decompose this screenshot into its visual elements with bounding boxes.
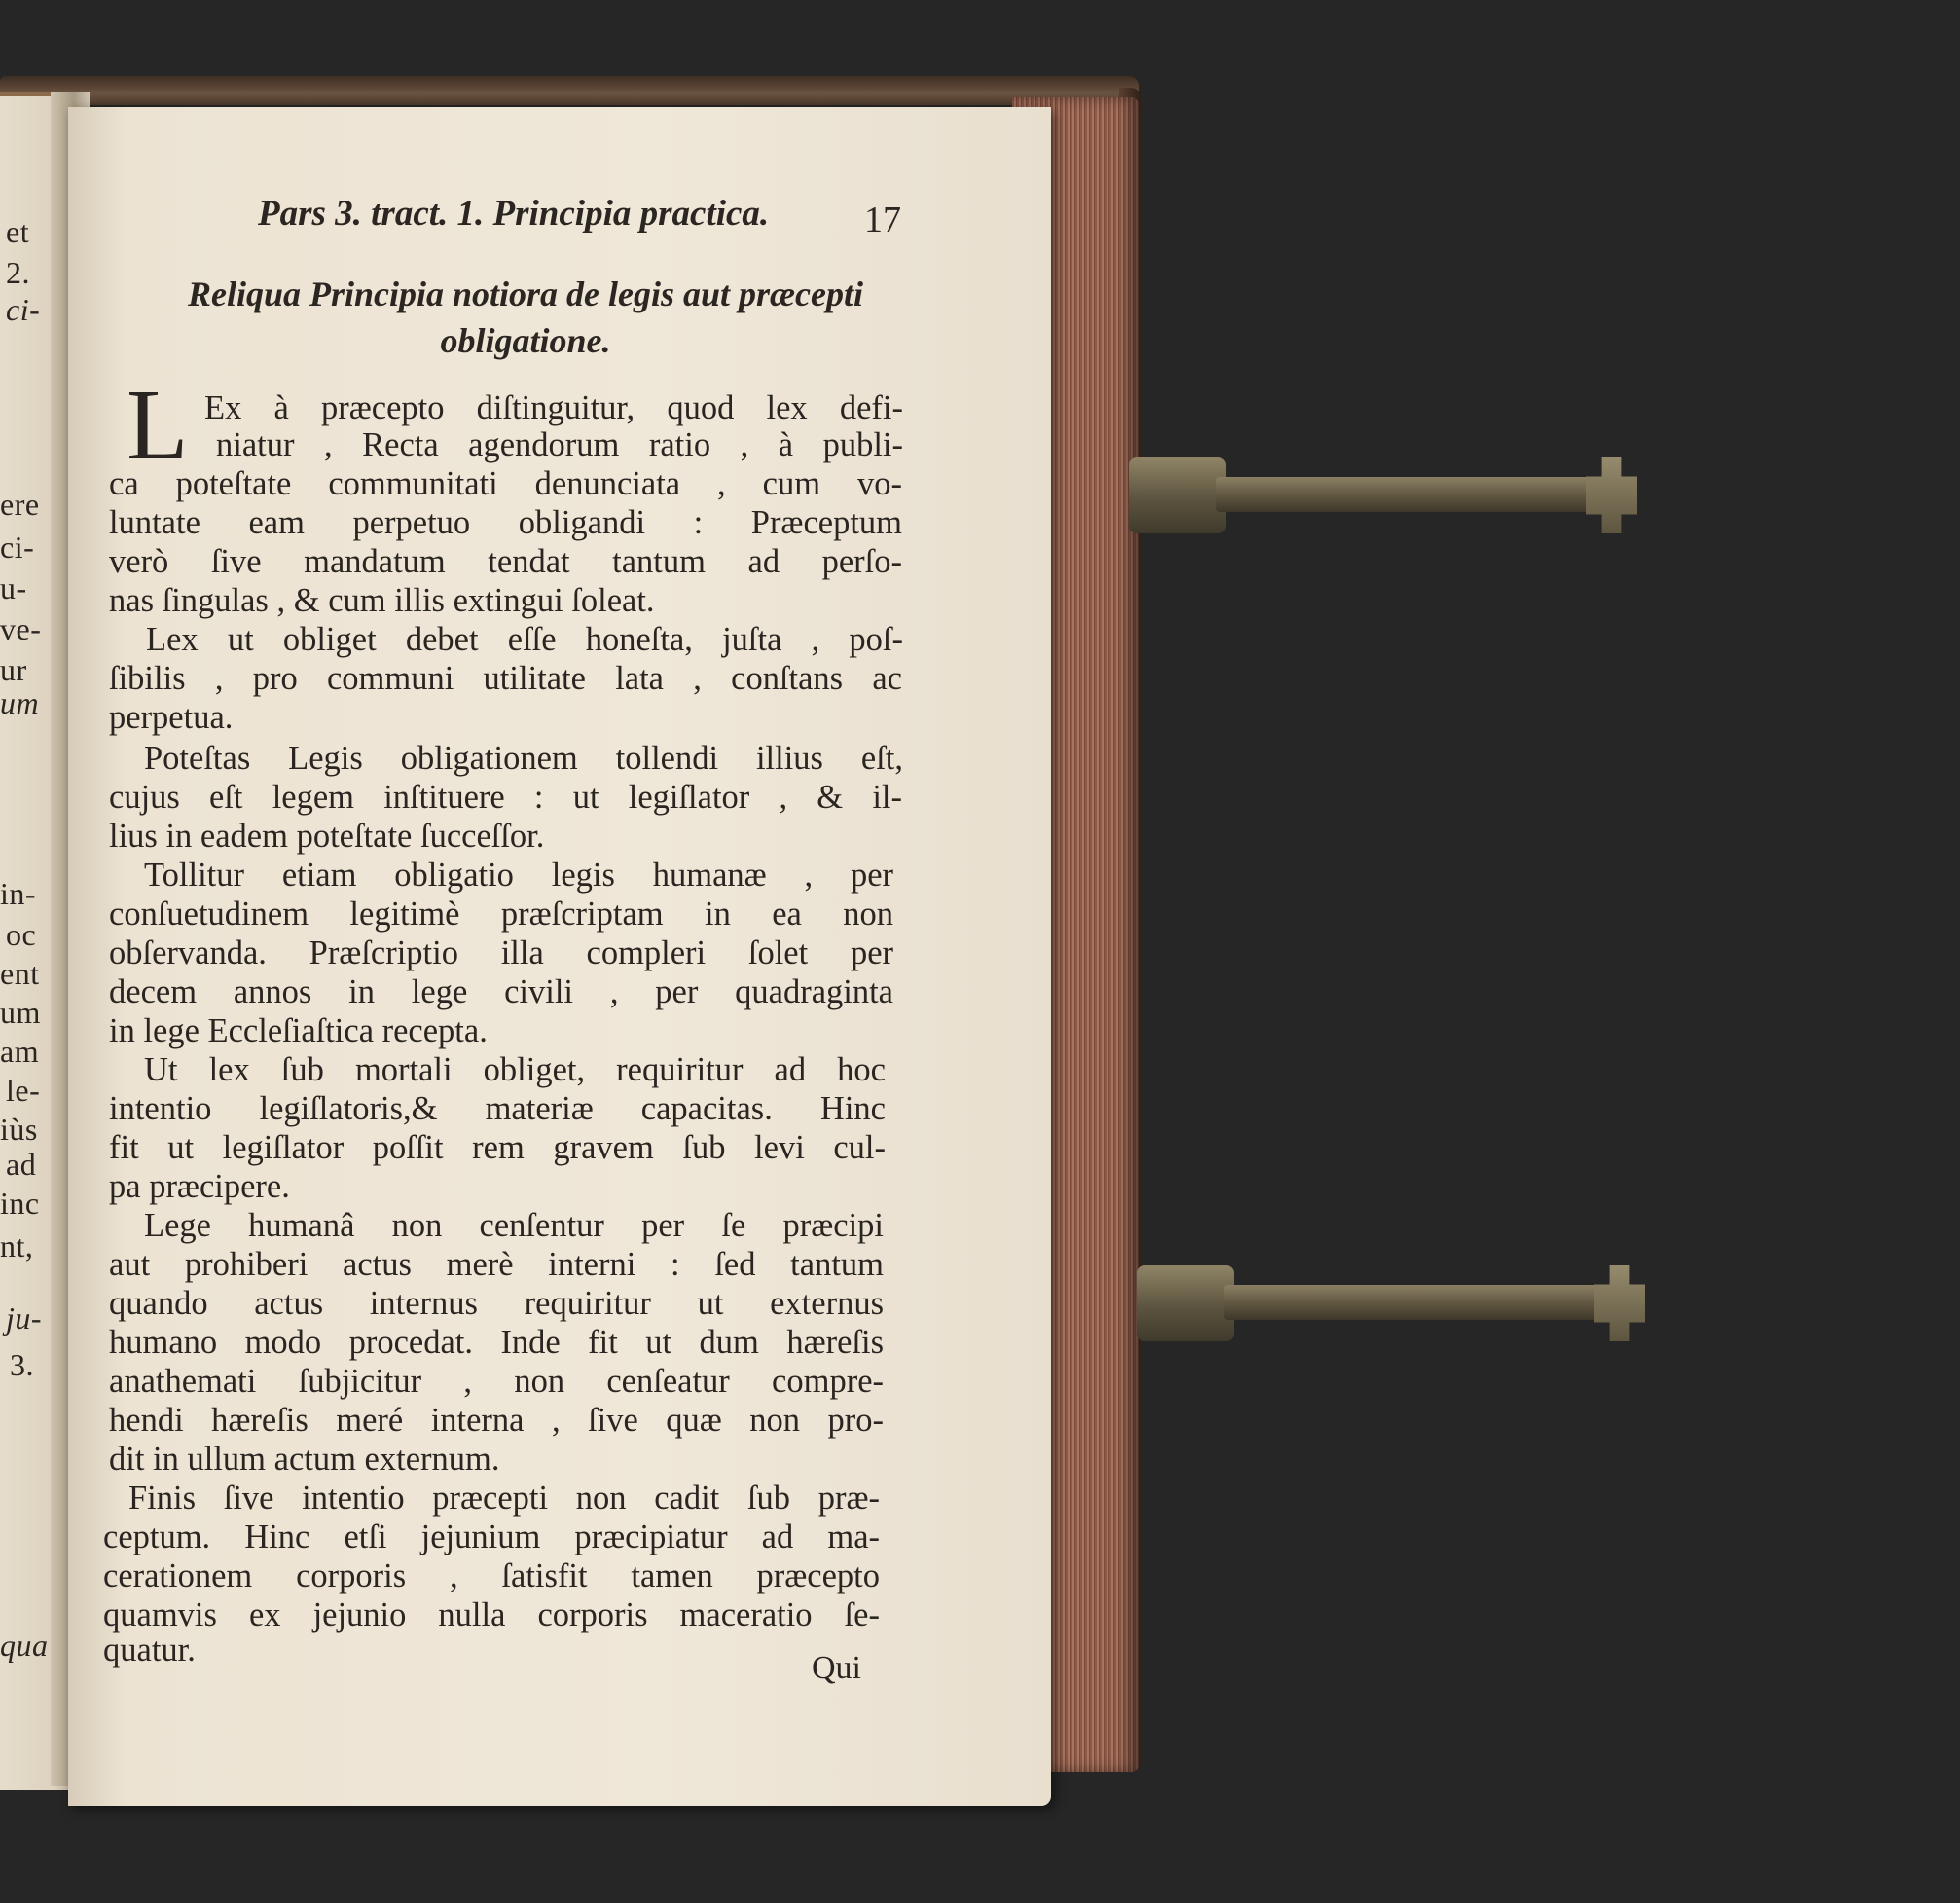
body-line: obſervanda. Præſcriptio illa compleri ſolet per — [109, 934, 893, 971]
body-line: quatur. — [103, 1631, 196, 1668]
lower-clasp-bar — [1224, 1285, 1633, 1320]
book-cover-top-edge — [0, 76, 1139, 105]
body-line: Lex ut obliget debet eſſe honeſta, juſta , poſ- — [146, 621, 903, 658]
left-page-fragment: inc — [0, 1186, 40, 1221]
left-page-fragment: ur — [0, 652, 27, 687]
body-line: niatur , Recta agendorum ratio , à publi- — [216, 426, 903, 463]
body-line: anathemati ſubjicitur , non cenſeatur compre- — [109, 1363, 884, 1400]
body-line: quamvis ex jejunio nulla corporis maceratio ſe- — [103, 1596, 880, 1633]
body-line: Poteſtas Legis obligationem tollendi illius eſt, — [144, 740, 903, 777]
upper-clasp-hinge — [1129, 457, 1226, 533]
body-line: nas ſingulas , & cum illis extingui ſoleat. — [109, 582, 655, 619]
body-line: cerationem corporis , ſatisfit tamen præcepto — [103, 1557, 880, 1594]
left-page-fragment: oc — [6, 917, 37, 952]
left-page-fragment: 2. — [6, 255, 30, 290]
left-page-fragment: qua — [0, 1628, 49, 1663]
body-line: dit in ullum actum externum. — [109, 1441, 500, 1478]
catchword: Qui — [812, 1650, 861, 1686]
left-page-fragment: in- — [0, 876, 37, 911]
body-line: decem annos in lege civili , per quadraginta — [109, 973, 893, 1010]
section-heading — [146, 271, 905, 364]
left-page-fragment: um — [0, 685, 40, 720]
body-line: quando actus internus requiritur ut externus — [109, 1285, 884, 1322]
body-line: verò ſive mandatum tendat tantum ad perſo- — [109, 543, 902, 580]
body-line: Lege humanâ non cenſentur per ſe præcipi — [144, 1207, 884, 1244]
left-page-fragment: iùs — [0, 1112, 38, 1147]
drop-cap: L — [127, 369, 189, 481]
lower-clasp-hinge — [1137, 1265, 1234, 1341]
body-line: ceptum. Hinc etſi jejunium præcipiatur ad ma- — [103, 1519, 880, 1555]
left-page-fragment: et — [6, 214, 30, 249]
left-page-fragment: ad — [6, 1147, 37, 1182]
left-page-fragment: nt, — [0, 1228, 34, 1263]
left-page-fragment: ci- — [0, 530, 35, 565]
body-line: intentio legiſlatoris,& materiæ capacitas. Hinc — [109, 1090, 886, 1127]
left-page-fragment: ent — [0, 956, 40, 991]
body-line: Finis ſive intentio præcepti non cadit ſub præ- — [128, 1480, 880, 1517]
body-line: Ut lex ſub mortali obliget, requiritur ad hoc — [144, 1051, 886, 1088]
body-line: pa præcipere. — [109, 1168, 290, 1205]
left-page-fragment: 3. — [10, 1347, 34, 1382]
page-number: 17 — [864, 200, 901, 240]
left-page-fragment: le- — [6, 1073, 41, 1108]
left-page-fragment: u- — [0, 570, 27, 605]
left-page-fragment: ve- — [0, 611, 42, 646]
section-heading-line: Reliqua Principia notiora de legis aut præcepti — [187, 274, 864, 313]
left-page-fragment: ci- — [6, 292, 41, 327]
body-line: cujus eſt legem inſtituere : ut legiſlator , & il- — [109, 779, 902, 816]
left-page-fragment: um — [0, 995, 41, 1030]
body-line: humano modo procedat. Inde fit ut dum hæreſis — [109, 1324, 884, 1361]
body-line: ſibilis , pro communi utilitate lata , conſtans ac — [109, 660, 902, 697]
body-line: in lege Eccleſiaſtica recepta. — [109, 1012, 488, 1049]
lower-clasp-head — [1594, 1265, 1645, 1341]
body-line: hendi hæreſis meré interna , ſive quæ non pro- — [109, 1402, 884, 1439]
body-line: Tollitur etiam obligatio legis humanæ , per — [144, 857, 893, 894]
body-line: conſuetudinem legitimè præſcriptam in ea non — [109, 896, 893, 933]
body-line: ca poteſtate communitati denunciata , cum vo- — [109, 465, 902, 502]
running-header: Pars 3. tract. 1. Principia practica. — [258, 194, 770, 234]
body-line: aut prohiberi actus merè interni : ſed tantum — [109, 1246, 884, 1283]
upper-clasp-head — [1586, 457, 1637, 533]
section-heading-line: obligatione. — [440, 321, 611, 360]
left-page-fragment: am — [0, 1034, 40, 1069]
body-line: fit ut legiſlator poſſit rem gravem ſub levi cul- — [109, 1129, 886, 1166]
body-line: luntate eam perpetuo obligandi : Præceptum — [109, 504, 902, 541]
upper-clasp-bar — [1216, 477, 1625, 512]
left-page-fragment: ere — [0, 487, 40, 522]
left-page-fragment: ju- — [6, 1300, 43, 1336]
body-line: perpetua. — [109, 699, 234, 736]
body-line: Ex à præcepto diſtinguitur, quod lex defi- — [204, 389, 903, 426]
body-line: lius in eadem poteſtate ſucceſſor. — [109, 818, 545, 855]
